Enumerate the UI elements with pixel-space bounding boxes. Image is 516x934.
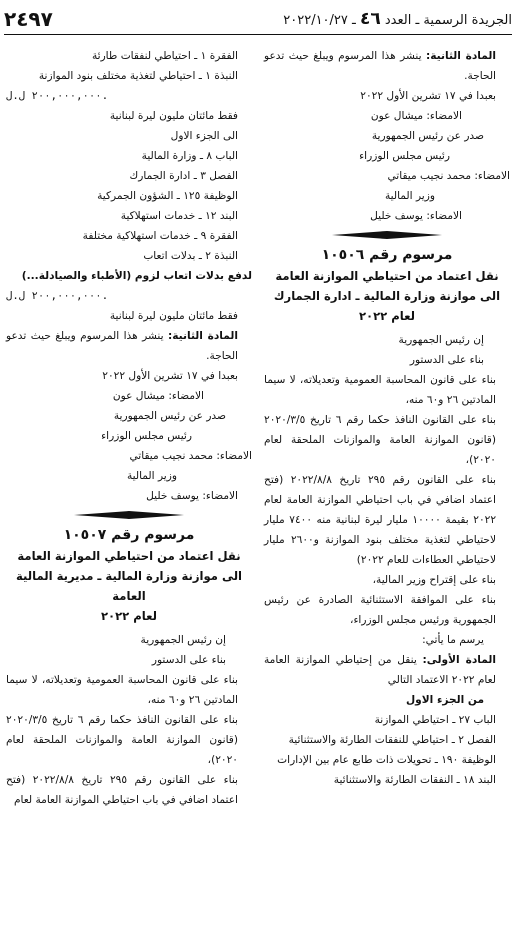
budget-chapter: الباب ٨ ـ وزارة المالية — [141, 150, 238, 162]
budget-sub-item: النبذة ١ ـ احتياطي لتغذية مختلف بنود الموازنة — [38, 70, 238, 82]
amount-in-words-2: فقط مائتان مليون ليرة لبنانية — [109, 310, 238, 322]
decree-number: مرسوم رقم ١٠٥٠٧ — [63, 527, 195, 543]
article-2-label: المادة الثانية: — [426, 50, 496, 62]
transfer-purpose: لدفع بدلات اتعاب لزوم (الأطباء والصيادلة...) — [21, 270, 252, 282]
article-2-label: المادة الثانية: — [168, 330, 238, 342]
decree-title-line-2: الى موازنة وزارة المالية ـ ادارة الجمارك — [273, 289, 501, 303]
gazette-name: الجريدة الرسمية ـ العدد — [384, 13, 512, 28]
to-part: الى الجزء الاول — [170, 130, 238, 142]
article-1-text: ينقل من إحتياطي الموازنة العامة لعام ٢٠٢٢ الاعتماد التالي — [264, 654, 496, 686]
article-2-paragraph — [264, 46, 510, 86]
preamble-line: بناء على قانون المحاسبة العمومية وتعديلاته، لا سيما المادتين ٢٦ و٦٠ منه، — [6, 674, 238, 706]
decree-number: مرسوم رقم ١٠٥٠٦ — [321, 247, 453, 263]
budget-sub-item-2: النبذة ٢ ـ بدلات اتعاب — [143, 250, 238, 262]
issue-number: ٤٦ — [359, 9, 381, 29]
preamble-line: بناء على قانون المحاسبة العمومية وتعديلاته، لا سيما المادتين ٢٦ و٦٠ منه، — [264, 374, 496, 406]
preamble-line: بناء على القانون رقم ٢٩٥ تاريخ ٢٠٢٢/٨/٨ (فتح اعتماد اضافي في باب احتياطي الموازنة العامة لعام ٢٠٢٢ بقيمة ١٠٠٠٠ مليار ليرة لبنانية منه ٧٤٠٠ مليار لاحتياطي لتغذية مختلف بنود الموازنة و٢٦٠٠ مليار لاحتياطي العطاءات للعام ٢٠٢٢) — [264, 474, 497, 566]
pm-signature: الامضاء: محمد نجيب ميقاتي — [129, 450, 252, 462]
issued-by: صدر عن رئيس الجمهورية — [371, 130, 484, 142]
president-signature: الامضاء: ميشال عون — [370, 110, 462, 122]
budget-chapter: الباب ٢٧ ـ احتياطي الموازنة — [374, 714, 496, 726]
date-line: بعبدا في ١٧ تشرين الأول ٢٠٢٢ — [360, 90, 496, 102]
article-1-label: المادة الأولى: — [422, 654, 496, 666]
preamble-line: بناء على إقتراح وزير المالية، — [372, 574, 496, 586]
budget-section: الفصل ٢ ـ احتياطي للنفقات الطارئة والاستثنائية — [288, 734, 496, 746]
issued-by: صدر عن رئيس الجمهورية — [113, 410, 226, 422]
page-number: ٢٤٩٧ — [4, 7, 53, 31]
budget-function: الوظيفة ١٩٠ ـ تحويلات ذات طابع عام بين الإدارات — [277, 754, 496, 766]
president-signature: الامضاء: ميشال عون — [112, 390, 204, 402]
budget-item: البند ١٨ ـ النفقات الطارئة والاستثنائية — [333, 774, 496, 786]
section-divider — [264, 230, 510, 240]
amount-value: ٢٠٠,٠٠٠,٠٠٠ ل.ل. — [6, 90, 109, 102]
issue-date: ـ ٢٠٢٢/١٠/٢٧ — [283, 13, 356, 28]
fm-title: وزير المالية — [126, 470, 177, 482]
divider-ornament-icon — [332, 230, 442, 240]
pm-signature: الامضاء: محمد نجيب ميقاتي — [387, 170, 510, 182]
preamble-line: بناء على الدستور — [409, 354, 484, 366]
article-2-text: ينشر هذا المرسوم ويبلغ حيث تدعو الحاجة. — [6, 330, 238, 362]
left-column — [6, 46, 252, 810]
divider-ornament-icon — [74, 510, 184, 520]
article-1-paragraph — [264, 650, 510, 690]
preamble-line: بناء على القانون النافذ حكما رقم ٦ تاريخ ٢٠٢٠/٣/٥ (قانون الموازنة العامة والموازنات الملحقة لعام ٢٠٢٠)، — [6, 714, 238, 766]
decree-title-line-3: لعام ٢٠٢٢ — [100, 609, 158, 623]
preamble-line: بناء على الموافقة الاستثنائية الصادرة عن رئيس الجمهورية ورئيس مجلس الوزراء، — [264, 594, 496, 626]
budget-paragraph-2: الفقرة ٩ ـ خدمات استهلاكية مختلفة — [82, 230, 238, 242]
from-part: من الجزء الاول — [405, 694, 484, 706]
preamble-line: بناء على الدستور — [151, 654, 226, 666]
decree-title-line-1: نقل اعتماد من احتياطي الموازنة العامة — [17, 549, 241, 563]
pm-title: رئيس مجلس الوزراء — [359, 150, 450, 162]
decree-title-line-3: لعام ٢٠٢٢ — [358, 309, 416, 323]
preamble-line: بناء على القانون النافذ حكما رقم ٦ تاريخ ٢٠٢٠/٣/٥ (قانون الموازنة العامة والموازنات الملحقة لعام ٢٠٢٠)، — [264, 414, 496, 466]
preamble-line: إن رئيس الجمهورية — [140, 634, 226, 646]
amount-value-2: ٢٠٠,٠٠٠,٠٠٠ ل.ل. — [6, 290, 109, 302]
right-column — [264, 46, 510, 790]
decree-title-line-2: الى موازنة وزارة المالية ـ مديرية المالية العامة — [15, 569, 243, 603]
article-2-text: ينشر هذا المرسوم ويبلغ حيث تدعو الحاجة. — [264, 50, 496, 82]
fm-signature: الامضاء: يوسف خليل — [370, 210, 462, 222]
amount-in-words: فقط مائتان مليون ليرة لبنانية — [109, 110, 238, 122]
preamble-line: يرسم ما يأتي: — [422, 634, 484, 646]
fm-title: وزير المالية — [384, 190, 435, 202]
budget-item: البند ١٢ ـ خدمات استهلاكية — [120, 210, 238, 222]
article-2-paragraph — [6, 326, 252, 366]
date-line: بعبدا في ١٧ تشرين الأول ٢٠٢٢ — [102, 370, 238, 382]
preamble-line: إن رئيس الجمهورية — [398, 334, 484, 346]
preamble-line: بناء على القانون رقم ٢٩٥ تاريخ ٢٠٢٢/٨/٨ (فتح اعتماد اضافي في باب احتياطي الموازنة العامة لعام — [6, 774, 238, 806]
budget-function: الوظيفة ١٢٥ ـ الشؤون الجمركية — [97, 190, 238, 202]
page-header — [4, 4, 512, 35]
fm-signature: الامضاء: يوسف خليل — [146, 490, 238, 502]
section-divider — [6, 510, 252, 520]
budget-section: الفصل ٣ ـ ادارة الجمارك — [129, 170, 238, 182]
budget-paragraph: الفقرة ١ ـ احتياطي لنفقات طارئة — [91, 50, 238, 62]
pm-title: رئيس مجلس الوزراء — [101, 430, 192, 442]
gazette-issue-line — [283, 9, 512, 29]
decree-title-line-1: نقل اعتماد من احتياطي الموازنة العامة — [275, 269, 499, 283]
